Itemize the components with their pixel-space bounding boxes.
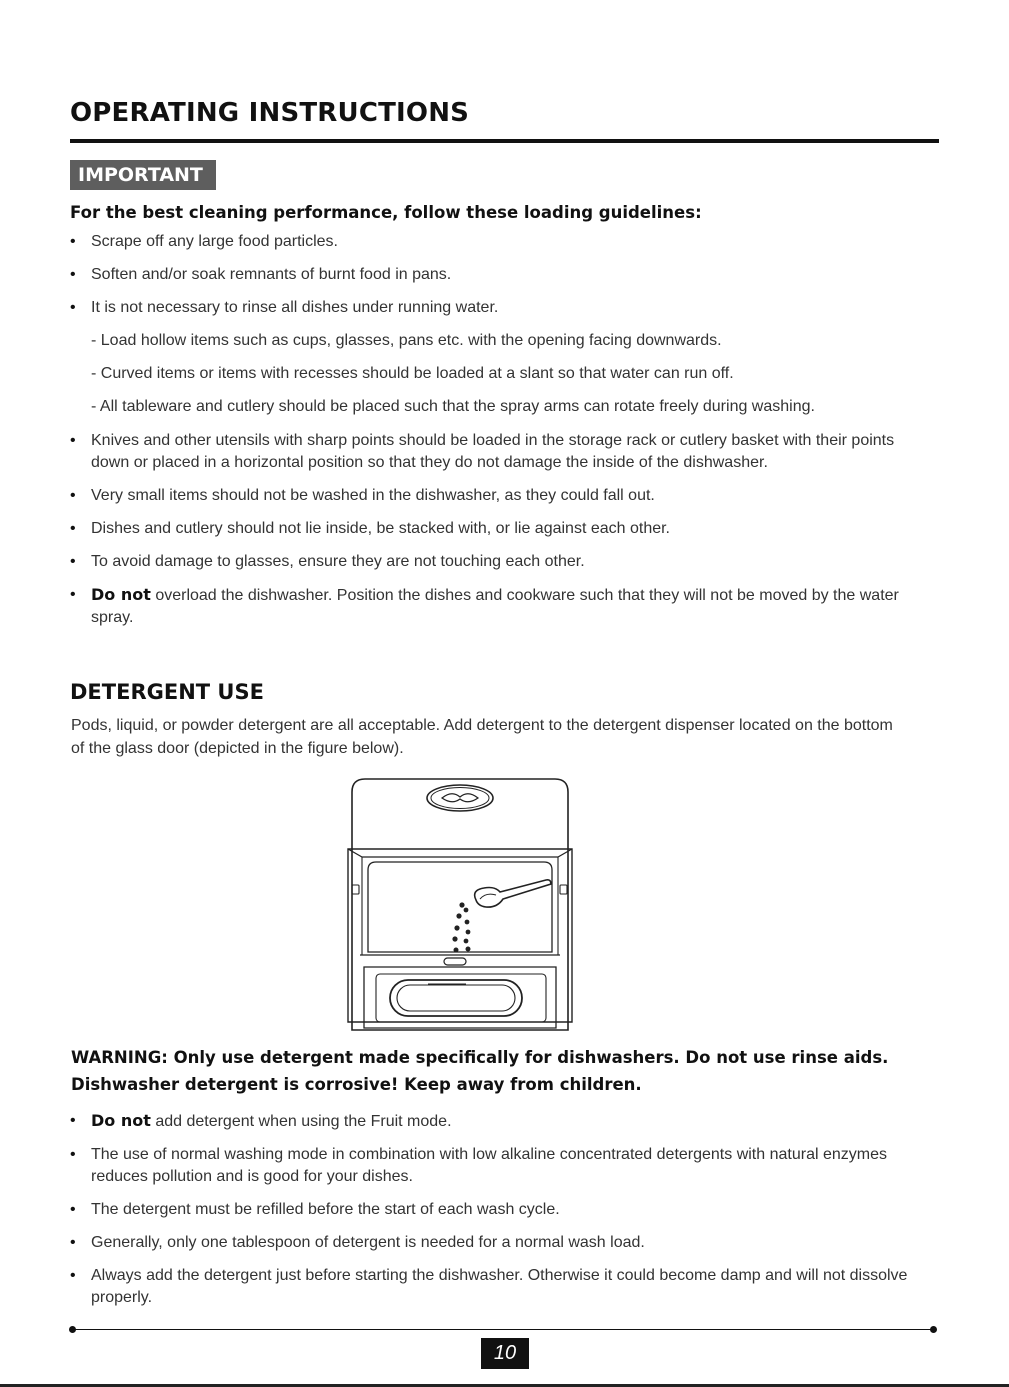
- page-number: 10: [481, 1338, 529, 1369]
- detergent-intro: Pods, liquid, or powder detergent are all acceptable. Add detergent to the detergent dispenser located on the bottom of the glass door (depicted in the figure below).: [71, 717, 893, 757]
- section-title-detergent: DETERGENT USE: [70, 680, 264, 704]
- footer-divider: [73, 1329, 934, 1330]
- list-item: • The use of normal washing mode in combination with low alkaline concentrated detergents with natural enzymes reduces pollution and is good for your dishes.: [70, 1144, 920, 1188]
- list-item: • It is not necessary to rinse all dishes under running water.: [70, 297, 920, 319]
- footer-dot-left: [69, 1326, 76, 1333]
- logo-mark-icon: [427, 785, 493, 811]
- detergent-dispenser: [364, 967, 556, 1028]
- detergent-list: [70, 1110, 920, 1320]
- loading-guidelines-list: [70, 231, 920, 640]
- list-item: • Always add the detergent just before starting the dishwasher. Otherwise it could become damp and will not dissolve properly.: [70, 1265, 920, 1309]
- list-item: - Load hollow items such as cups, glasses, pans etc. with the opening facing downwards.: [91, 332, 722, 349]
- list-item: • Soften and/or soak remnants of burnt food in pans.: [70, 264, 920, 286]
- door-frame: [348, 849, 572, 1022]
- list-item: • To avoid damage to glasses, ensure they are not touching each other.: [70, 551, 920, 573]
- important-badge: IMPORTANT: [70, 160, 216, 190]
- list-item: • Generally, only one tablespoon of detergent is needed for a normal wash load.: [70, 1232, 920, 1254]
- list-item: • Dishes and cutlery should not lie inside, be stacked with, or lie against each other.: [70, 518, 920, 540]
- warning-line-1: WARNING: Only use detergent made specifically for dishwashers. Do not use rinse aids.: [71, 1048, 889, 1067]
- list-item: • Knives and other utensils with sharp points should be loaded in the storage rack or cutlery basket with their points down or placed in a horizontal position so that they do not damage the inside of the dishwasher.: [70, 430, 920, 474]
- glass-window: [368, 862, 552, 952]
- footer-dot-right: [930, 1326, 937, 1333]
- list-item: • Do not overload the dishwasher. Position the dishes and cookware such that they will not be moved by the water spray.: [70, 584, 920, 629]
- title-divider: [70, 139, 939, 143]
- dishwasher-detergent-figure: [340, 772, 580, 1040]
- emphasis-do-not: Do not: [91, 585, 151, 604]
- list-item: • The detergent must be refilled before the start of each wash cycle.: [70, 1199, 920, 1221]
- scoop-icon: [475, 880, 551, 907]
- page-title: OPERATING INSTRUCTIONS: [70, 98, 470, 128]
- warning-line-2: Dishwasher detergent is corrosive! Keep away from children.: [71, 1075, 642, 1094]
- list-item: • Very small items should not be washed in the dishwasher, as they could fall out.: [70, 485, 920, 507]
- detergent-powder-icon: [452, 902, 470, 952]
- list-item: • Scrape off any large food particles.: [70, 231, 920, 253]
- list-item: - All tableware and cutlery should be placed such that the spray arms can rotate freely during washing.: [91, 398, 815, 415]
- emphasis-do-not: Do not: [91, 1111, 151, 1130]
- list-item: • Do not add detergent when using the Fruit mode.: [70, 1110, 920, 1133]
- list-item: - Curved items or items with recesses should be loaded at a slant so that water can run off.: [91, 365, 734, 382]
- loading-guidelines-intro: For the best cleaning performance, follow these loading guidelines:: [70, 203, 702, 222]
